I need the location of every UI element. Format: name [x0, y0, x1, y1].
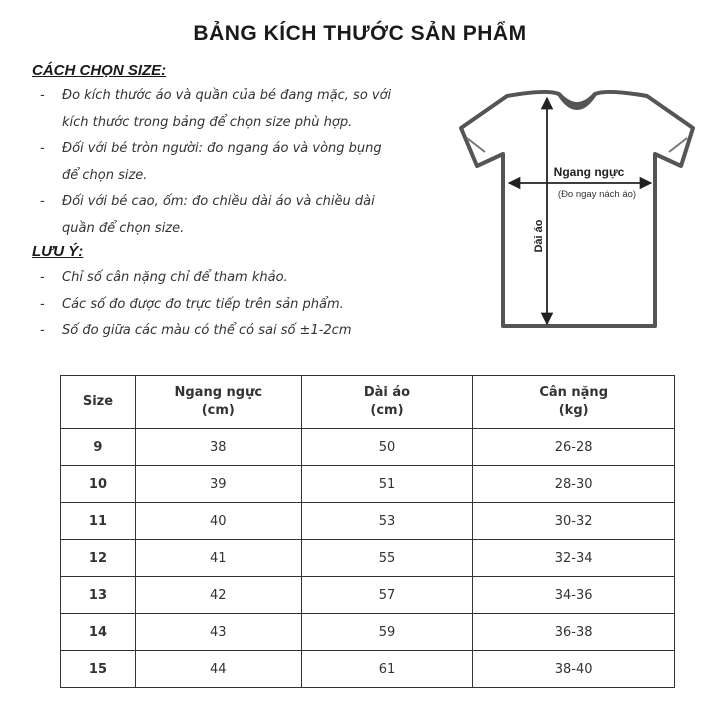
chest-label: Ngang ngực: [553, 165, 625, 179]
size-cell: 10: [61, 466, 136, 503]
header-label: Dài áo: [363, 385, 411, 400]
size-cell: 14: [61, 614, 136, 651]
header-length: [301, 376, 473, 429]
notes-heading: LƯU Ý:: [32, 243, 84, 260]
list-item: - Các số đo được đo trực tiếp trên sản phẩm.: [40, 296, 344, 312]
list-item-line: kích thước trong bảng để chọn size phù hợp.: [62, 114, 353, 130]
chest-cell: 40: [135, 503, 301, 540]
size-cell: 11: [61, 503, 136, 540]
header-label: Cân nặng: [539, 385, 608, 400]
list-item: - Đối với bé cao, ốm: đo chiều dài áo và chiều dài quần để chọn size.: [40, 194, 375, 236]
size-cell: 13: [61, 577, 136, 614]
header-weight: [473, 376, 675, 429]
header-unit: (kg): [558, 403, 589, 418]
header-size: [61, 376, 136, 429]
list-item: - Đo kích thước áo và quần của bé đang mặc, so với kích thước trong bảng để chọn size phù hợp.: [40, 88, 392, 130]
weight-cell: 30-32: [473, 503, 675, 540]
table-row: [61, 577, 675, 614]
length-cell: 53: [301, 503, 473, 540]
tshirt-diagram: [455, 86, 705, 331]
weight-cell: 28-30: [473, 466, 675, 503]
chest-cell: 38: [135, 429, 301, 466]
list-item: - Đối với bé tròn người: đo ngang áo và vòng bụng để chọn size.: [40, 141, 382, 183]
header-label: Size: [82, 394, 114, 409]
list-item-line: quần để chọn size.: [62, 220, 185, 236]
weight-cell: 26-28: [473, 429, 675, 466]
table-row: [61, 466, 675, 503]
header-unit: (cm): [370, 403, 404, 418]
weight-cell: 36-38: [473, 614, 675, 651]
chest-cell: 43: [135, 614, 301, 651]
length-cell: 59: [301, 614, 473, 651]
chest-cell: 41: [135, 540, 301, 577]
chest-note: (Đo ngay nách áo): [557, 189, 637, 200]
weight-cell: 32-34: [473, 540, 675, 577]
table-header-row: [61, 376, 675, 429]
list-item: - Số đo giữa các màu có thể có sai số ±1-2cm: [40, 323, 352, 338]
size-cell: 15: [61, 651, 136, 688]
length-cell: 51: [301, 466, 473, 503]
length-cell: 55: [301, 540, 473, 577]
chest-cell: 39: [135, 466, 301, 503]
table-row: [61, 429, 675, 466]
list-item-text: Chỉ số cân nặng chỉ để tham khảo.: [62, 270, 288, 285]
header-unit: (cm): [201, 403, 235, 418]
chest-cell: 42: [135, 577, 301, 614]
header-label: Ngang ngực: [174, 385, 263, 400]
weight-cell: 38-40: [473, 651, 675, 688]
header-chest: [135, 376, 301, 429]
table-row: [61, 651, 675, 688]
table-row: [61, 614, 675, 651]
tshirt-icon: [461, 92, 693, 326]
list-item-line: Đối với bé tròn người: đo ngang áo và vòng bụng: [62, 141, 382, 156]
size-cell: 12: [61, 540, 136, 577]
weight-cell: 34-36: [473, 577, 675, 614]
list-item-line: Đối với bé cao, ốm: đo chiều dài áo và chiều dài: [62, 194, 375, 209]
length-cell: 61: [301, 651, 473, 688]
length-cell: 50: [301, 429, 473, 466]
notes-list: [40, 265, 462, 345]
page-title: BẢNG KÍCH THƯỚC SẢN PHẨM: [193, 22, 527, 45]
list-item-text: Các số đo được đo trực tiếp trên sản phẩm.: [62, 296, 344, 312]
size-table: [60, 375, 675, 688]
table-row: [61, 540, 675, 577]
list-item: - Chỉ số cân nặng chỉ để tham khảo.: [40, 270, 288, 285]
list-item-line: Đo kích thước áo và quần của bé đang mặc, so với: [62, 88, 392, 103]
length-cell: 57: [301, 577, 473, 614]
length-label: Dài áo: [533, 219, 545, 253]
how-to-choose-heading: CÁCH CHỌN SIZE:: [32, 62, 167, 79]
chest-cell: 44: [135, 651, 301, 688]
list-item-text: Số đo giữa các màu có thể có sai số ±1-2cm: [62, 323, 352, 338]
list-item-line: để chọn size.: [62, 167, 148, 183]
how-to-choose-list: [40, 83, 462, 242]
size-cell: 9: [61, 429, 136, 466]
table-row: [61, 503, 675, 540]
